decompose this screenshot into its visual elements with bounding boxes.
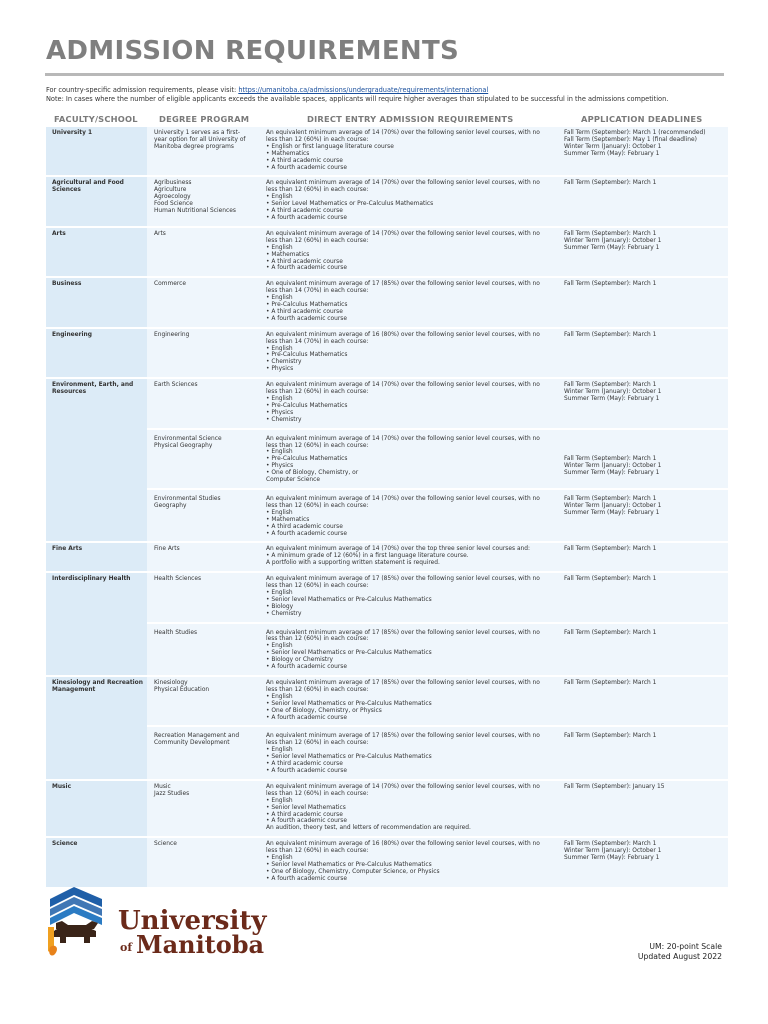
- deadlines-cell-line: Fall Term (September): May 1 (final deadline): [564, 136, 697, 143]
- requirements-cell: [260, 430, 559, 488]
- deadlines-cell-line: Winter Term (January): October 1: [564, 463, 662, 470]
- requirements-cell-line: • Biology or Chemistry: [266, 657, 333, 664]
- requirements-cell: [260, 379, 559, 427]
- requirements-cell: [260, 490, 559, 541]
- requirements-cell-line: • Chemistry: [266, 416, 302, 423]
- requirements-cell: [260, 329, 559, 377]
- requirements-cell-line: • Senior level Mathematics or Pre-Calculus Mathematics: [266, 754, 432, 761]
- program-cell-line: Human Nutritional Sciences: [154, 208, 236, 215]
- deadlines-cell: [559, 781, 728, 836]
- deadlines-cell: [559, 127, 728, 175]
- deadlines-cell: [559, 573, 728, 621]
- requirements-cell-line: An equivalent minimum average of 14 (70%) over the following senior level courses, with no: [266, 382, 540, 389]
- requirements-cell-line: An equivalent minimum average of 16 (80%) over the following senior level courses, with no: [266, 331, 540, 338]
- requirements-cell-line: • English: [266, 345, 293, 352]
- deadlines-cell: [559, 329, 728, 377]
- program-cell-line: Health Sciences: [154, 576, 202, 583]
- program-cell-line: Kinesiology: [154, 680, 188, 686]
- title-rule: [45, 73, 724, 76]
- requirements-cell-line: • A fourth academic course: [266, 767, 347, 774]
- header-program: DEGREE PROGRAM: [159, 114, 250, 124]
- requirements-cell-line: • A third academic course: [266, 761, 343, 768]
- requirements-cell-line: • Pre-Calculus Mathematics: [266, 302, 348, 309]
- requirements-cell-line: • Chemistry: [266, 610, 302, 617]
- requirements-cell-line: • A third academic course: [266, 523, 343, 530]
- requirements-cell-line: • A fourth academic course: [266, 875, 347, 882]
- requirements-cell-line: • One of Biology, Chemistry, Computer Science, or Physics: [266, 868, 440, 875]
- requirements-cell-line: • English: [266, 194, 293, 201]
- requirements-cell-line: less than 12 (60%) in each course:: [266, 502, 369, 509]
- deadlines-cell-line: Fall Term (September): March 1: [564, 456, 657, 463]
- program-cell: [147, 177, 260, 225]
- requirements-cell-line: • A fourth academic course: [266, 315, 347, 322]
- requirements-cell-line: An equivalent minimum average of 14 (70%) over the following senior level courses, with no: [266, 180, 540, 187]
- table-row: [46, 573, 728, 621]
- program-cell-line: Science: [154, 841, 177, 848]
- requirements-cell-line: • Biology: [266, 603, 294, 610]
- deadlines-cell: [559, 228, 728, 276]
- requirements-cell-line: • Physics: [266, 409, 294, 416]
- requirements-cell-line: • One of Biology, Chemistry, or: [266, 470, 359, 477]
- deadlines-cell: [559, 278, 728, 326]
- requirements-cell-line: • A fourth academic course: [266, 214, 347, 221]
- faculty-cell: Kinesiology and Recreation Management: [46, 677, 147, 779]
- requirements-cell-line: • English: [266, 396, 293, 402]
- table-row: [46, 177, 728, 225]
- requirements-cell-line: An equivalent minimum average of 14 (70%) over the following senior level courses, with no: [266, 130, 540, 136]
- logo-university-text: University: [118, 906, 267, 936]
- requirements-cell: [260, 278, 559, 326]
- program-cell-line: Recreation Management and: [154, 733, 240, 740]
- requirements-cell-line: • A third academic course: [266, 208, 343, 215]
- deadlines-cell-line: Fall Term (September): March 1: [564, 281, 657, 288]
- deadlines-cell-line: Winter Term (January): October 1: [564, 389, 662, 396]
- requirements-cell-line: • English: [266, 747, 293, 754]
- table-row: [46, 781, 728, 836]
- country-note: [46, 86, 736, 95]
- deadlines-cell-line: Fall Term (September): March 1: [564, 382, 657, 389]
- requirements-cell-line: • Pre-Calculus Mathematics: [266, 456, 348, 463]
- requirements-cell-line: less than 12 (60%) in each course:: [266, 636, 369, 643]
- requirements-cell-line: An equivalent minimum average of 17 (85%) over the following senior level courses, with no: [266, 576, 540, 583]
- requirements-cell-line: An equivalent minimum average of 14 (70%) over the following senior level courses, with no: [266, 495, 540, 502]
- requirements-cell-line: • Senior level Mathematics or Pre-Calculus Mathematics: [266, 700, 432, 707]
- requirements-cell: [260, 177, 559, 225]
- program-cell-line: Agriculture: [154, 187, 187, 194]
- requirements-cell: [260, 127, 559, 175]
- deadlines-cell-line: Winter Term (January): October 1: [564, 848, 662, 855]
- requirements-cell-line: • Mathematics: [266, 251, 310, 258]
- requirements-cell-line: • A third academic course: [266, 308, 343, 315]
- country-note-text: For country-specific admission requirements, please visit:: [46, 86, 239, 94]
- requirements-cell-line: • One of Biology, Chemistry, or Physics: [266, 707, 382, 714]
- requirements-cell-line: less than 12 (60%) in each course:: [266, 136, 369, 143]
- deadlines-cell-line: Fall Term (September): March 1: [564, 331, 657, 338]
- program-cell: [147, 430, 260, 488]
- header-requirements: DIRECT ENTRY ADMISSION REQUIREMENTS: [307, 114, 514, 124]
- deadlines-cell-line: Summer Term (May): February 1: [564, 509, 660, 516]
- requirements-cell-line: less than 12 (60%) in each course:: [266, 187, 369, 194]
- requirements-cell-line: • A fourth academic course: [266, 530, 347, 537]
- table-row: [46, 228, 728, 276]
- requirements-cell-line: less than 14 (70%) in each course:: [266, 288, 369, 295]
- faculty-cell: Business: [46, 278, 147, 326]
- program-cell-line: year option for all University of: [154, 136, 246, 143]
- deadlines-cell: [559, 727, 728, 778]
- crest-icon: [48, 887, 102, 956]
- deadlines-cell: [559, 430, 728, 488]
- faculty-cell: Arts: [46, 228, 147, 276]
- program-cell: [147, 781, 260, 836]
- program-cell-line: Arts: [154, 230, 166, 237]
- program-cell: [147, 329, 260, 377]
- requirements-cell-line: An audition, theory test, and letters of recommendation are required.: [266, 825, 471, 832]
- table-row: [46, 430, 728, 488]
- table-row: [46, 379, 728, 427]
- table-row: [46, 127, 728, 175]
- deadlines-cell-line: [564, 449, 725, 456]
- deadlines-cell-line: Summer Term (May): February 1: [564, 470, 660, 477]
- program-cell-line: Agroecology: [154, 194, 191, 201]
- requirements-cell-line: less than 12 (60%) in each course:: [266, 740, 369, 747]
- requirements-cell-line: An equivalent minimum average of 16 (80%) over the following senior level courses, with no: [266, 841, 540, 848]
- requirements-cell-line: • Mathematics: [266, 150, 310, 157]
- program-cell-line: Physical Geography: [154, 442, 213, 449]
- program-cell-line: Food Science: [154, 201, 193, 208]
- deadlines-cell-line: Winter Term (January): October 1: [564, 237, 662, 244]
- requirements-cell-line: less than 12 (60%) in each course:: [266, 790, 369, 797]
- program-cell: [147, 127, 260, 175]
- program-cell: [147, 543, 260, 571]
- deadlines-cell-line: [564, 436, 725, 443]
- requirements-cell-line: • English: [266, 643, 293, 650]
- requirements-cell-line: • Physics: [266, 366, 294, 373]
- deadlines-cell: [559, 838, 728, 886]
- requirements-cell-line: • English: [266, 589, 293, 596]
- deadlines-cell-line: Fall Term (September): March 1: [564, 841, 657, 848]
- program-cell: [147, 379, 260, 427]
- requirements-cell-line: • Physics: [266, 463, 294, 470]
- table-row: [46, 329, 728, 377]
- table-row: [46, 727, 728, 778]
- program-cell-line: Environmental Science: [154, 435, 222, 442]
- requirements-cell: [260, 781, 559, 836]
- deadlines-cell-line: Summer Term (May): February 1: [564, 150, 660, 157]
- requirements-cell-line: A portfolio with a supporting written statement is required.: [266, 560, 440, 567]
- requirements-cell-line: less than 12 (60%) in each course:: [266, 237, 369, 244]
- program-cell-line: Environmental Studies: [154, 495, 221, 502]
- requirements-cell-line: less than 12 (60%) in each course:: [266, 442, 369, 449]
- requirements-cell-line: An equivalent minimum average of 17 (85%) over the following senior level courses, with no: [266, 680, 540, 686]
- deadlines-cell-line: Fall Term (September): March 1: [564, 230, 657, 237]
- requirements-cell-line: less than 14 (70%) in each course:: [266, 338, 369, 345]
- requirements-cell-line: • Pre-Calculus Mathematics: [266, 352, 348, 359]
- requirements-cell-line: less than 12 (60%) in each course:: [266, 389, 369, 396]
- deadlines-cell: [559, 677, 728, 725]
- faculty-cell: Fine Arts: [46, 543, 147, 571]
- deadlines-cell-line: Summer Term (May): February 1: [564, 244, 660, 251]
- deadlines-cell-line: Winter Term (January): October 1: [564, 143, 662, 150]
- faculty-cell: Agricultural and Food Sciences: [46, 177, 147, 225]
- deadlines-cell-line: Fall Term (September): March 1: [564, 576, 657, 583]
- deadlines-cell: [559, 177, 728, 225]
- requirements-cell-line: less than 12 (60%) in each course:: [266, 686, 369, 693]
- program-cell-line: Engineering: [154, 331, 190, 338]
- faculty-cell: Environment, Earth, and Resources: [46, 379, 147, 541]
- deadlines-cell-line: Winter Term (January): October 1: [564, 502, 662, 509]
- requirements-cell: [260, 543, 559, 571]
- requirements-cell-line: • A fourth academic course: [266, 265, 347, 272]
- program-cell: [147, 677, 260, 725]
- requirements-cell-line: • A third academic course: [266, 258, 343, 265]
- requirements-cell-line: • A fourth academic course: [266, 664, 347, 671]
- table-row: [46, 677, 728, 725]
- requirements-cell-line: • A third academic course: [266, 811, 343, 818]
- scale-note: UM: 20-point Scale: [649, 942, 722, 951]
- program-cell: [147, 624, 260, 675]
- deadlines-cell-line: Summer Term (May): February 1: [564, 396, 660, 402]
- requirements-cell-line: • Pre-Calculus Mathematics: [266, 402, 348, 409]
- requirements-cell-line: • English or first language literature course: [266, 143, 394, 150]
- faculty-cell: Music: [46, 781, 147, 836]
- requirements-cell-line: • A third academic course: [266, 157, 343, 164]
- requirements-cell-line: • English: [266, 509, 293, 516]
- requirements-cell-line: • A fourth academic course: [266, 818, 347, 825]
- competition-note: Note: In cases where the number of eligible applicants exceeds the available spaces, applicants will require higher averages than stipulated to be successful in the admissions competition.: [46, 95, 669, 103]
- table-row: [46, 624, 728, 675]
- requirements-cell-line: • English: [266, 693, 293, 700]
- deadlines-cell-line: Fall Term (September): March 1: [564, 680, 657, 686]
- program-cell-line: Agribusiness: [154, 180, 192, 187]
- program-cell: [147, 278, 260, 326]
- requirements-cell-line: • Senior level Mathematics: [266, 804, 346, 811]
- requirements-cell-line: An equivalent minimum average of 14 (70%) over the following senior level courses, with no: [266, 230, 540, 237]
- deadlines-cell-line: Fall Term (September): March 1: [564, 495, 657, 502]
- requirements-cell-line: less than 12 (60%) in each course:: [266, 583, 369, 590]
- footer: [638, 942, 722, 962]
- requirements-cell-line: • Mathematics: [266, 516, 310, 523]
- requirements-cell-line: An equivalent minimum average of 14 (70%) over the following senior level courses, with no: [266, 435, 540, 442]
- requirements-cell-line: • English: [266, 855, 293, 862]
- table-row: [46, 838, 728, 886]
- faculty-cell: Science: [46, 838, 147, 886]
- requirements-cell: [260, 838, 559, 886]
- program-cell: [147, 490, 260, 541]
- logo-of-text: of: [120, 941, 133, 954]
- deadlines-cell-line: Fall Term (September): March 1: [564, 733, 657, 740]
- deadlines-cell-line: Fall Term (September): January 15: [564, 783, 665, 790]
- requirements-cell: [260, 677, 559, 725]
- program-cell-line: University 1 serves as a first-: [154, 130, 241, 136]
- table-row: [46, 278, 728, 326]
- program-cell-line: Fine Arts: [154, 546, 180, 553]
- requirements-cell-line: • Senior level Mathematics or Pre-Calculus Mathematics: [266, 596, 432, 603]
- requirements-cell-line: • English: [266, 244, 293, 251]
- program-cell-line: Physical Education: [154, 686, 210, 693]
- deadlines-cell: [559, 543, 728, 571]
- requirements-cell-line: • English: [266, 295, 293, 302]
- requirements-cell: [260, 573, 559, 621]
- program-cell-line: Commerce: [154, 281, 186, 288]
- requirements-cell: [260, 727, 559, 778]
- logo-manitoba-text: Manitoba: [136, 930, 265, 959]
- requirements-cell-line: • Senior Level Mathematics or Pre-Calculus Mathematics: [266, 201, 434, 208]
- requirements-cell-line: • Senior level Mathematics or Pre-Calculus Mathematics: [266, 861, 432, 868]
- requirements-cell: [260, 624, 559, 675]
- program-cell: [147, 727, 260, 778]
- requirements-cell-line: An equivalent minimum average of 14 (70%) over the following senior level courses, with no: [266, 783, 540, 790]
- requirements-cell-line: An equivalent minimum average of 17 (85%) over the following senior level courses, with no: [266, 281, 540, 288]
- requirements-cell-line: Computer Science: [266, 477, 320, 484]
- international-requirements-link[interactable]: https://umanitoba.ca/admissions/undergraduate/requirements/international: [238, 86, 489, 94]
- deadlines-cell-line: Fall Term (September): March 1: [564, 180, 657, 187]
- requirements-cell: [260, 228, 559, 276]
- updated-note: Updated August 2022: [637, 952, 722, 961]
- requirements-cell-line: less than 12 (60%) in each course:: [266, 848, 369, 855]
- deadlines-cell-line: Fall Term (September): March 1: [564, 546, 657, 553]
- intro-notes: [46, 86, 736, 104]
- requirements-cell-line: • English: [266, 797, 293, 804]
- requirements-table-body: [46, 127, 728, 887]
- faculty-cell: University 1: [46, 127, 147, 175]
- program-cell: [147, 573, 260, 621]
- deadlines-cell-line: Summer Term (May): February 1: [564, 855, 660, 862]
- requirements-cell-line: • Senior level Mathematics or Pre-Calculus Mathematics: [266, 650, 432, 657]
- requirements-cell-line: An equivalent minimum average of 17 (85%) over the following senior level courses, with no: [266, 629, 540, 636]
- program-cell-line: Jazz Studies: [154, 790, 190, 797]
- page-title: ADMISSION REQUIREMENTS: [46, 36, 460, 66]
- requirements-cell-line: • A minimum grade of 12 (60%) in a first language literature course.: [266, 553, 469, 560]
- table-row: [46, 490, 728, 541]
- deadlines-cell: [559, 490, 728, 541]
- requirements-cell-line: An equivalent minimum average of 17 (85%) over the following senior level courses, with no: [266, 733, 540, 740]
- program-cell: [147, 838, 260, 886]
- program-cell: [147, 228, 260, 276]
- header-faculty: FACULTY/SCHOOL: [54, 114, 138, 124]
- program-cell-line: Geography: [154, 502, 187, 509]
- requirements-cell-line: An equivalent minimum average of 14 (70%) over the top three senior level courses and:: [266, 546, 531, 553]
- faculty-cell: Engineering: [46, 329, 147, 377]
- requirements-table: [46, 125, 728, 889]
- faculty-cell: Interdisciplinary Health: [46, 573, 147, 675]
- requirements-cell-line: • A fourth academic course: [266, 164, 347, 171]
- requirements-cell-line: • Chemistry: [266, 359, 302, 366]
- deadlines-cell: [559, 624, 728, 675]
- program-cell-line: Earth Sciences: [154, 382, 198, 389]
- program-cell-line: Community Development: [154, 740, 230, 747]
- deadlines-cell-line: Fall Term (September): March 1 (recommended): [564, 130, 706, 136]
- deadlines-cell-line: Fall Term (September): March 1: [564, 629, 657, 636]
- program-cell-line: Music: [154, 783, 171, 790]
- university-of-manitoba-logo: [46, 885, 286, 965]
- program-cell-line: Health Studies: [154, 629, 198, 636]
- requirements-cell-line: • English: [266, 449, 293, 456]
- program-cell-line: Manitoba degree programs: [154, 143, 234, 150]
- deadlines-cell: [559, 379, 728, 427]
- header-deadlines: APPLICATION DEADLINES: [581, 114, 703, 124]
- deadlines-cell-line: [564, 443, 725, 450]
- table-row: [46, 543, 728, 571]
- requirements-cell-line: • A fourth academic course: [266, 714, 347, 721]
